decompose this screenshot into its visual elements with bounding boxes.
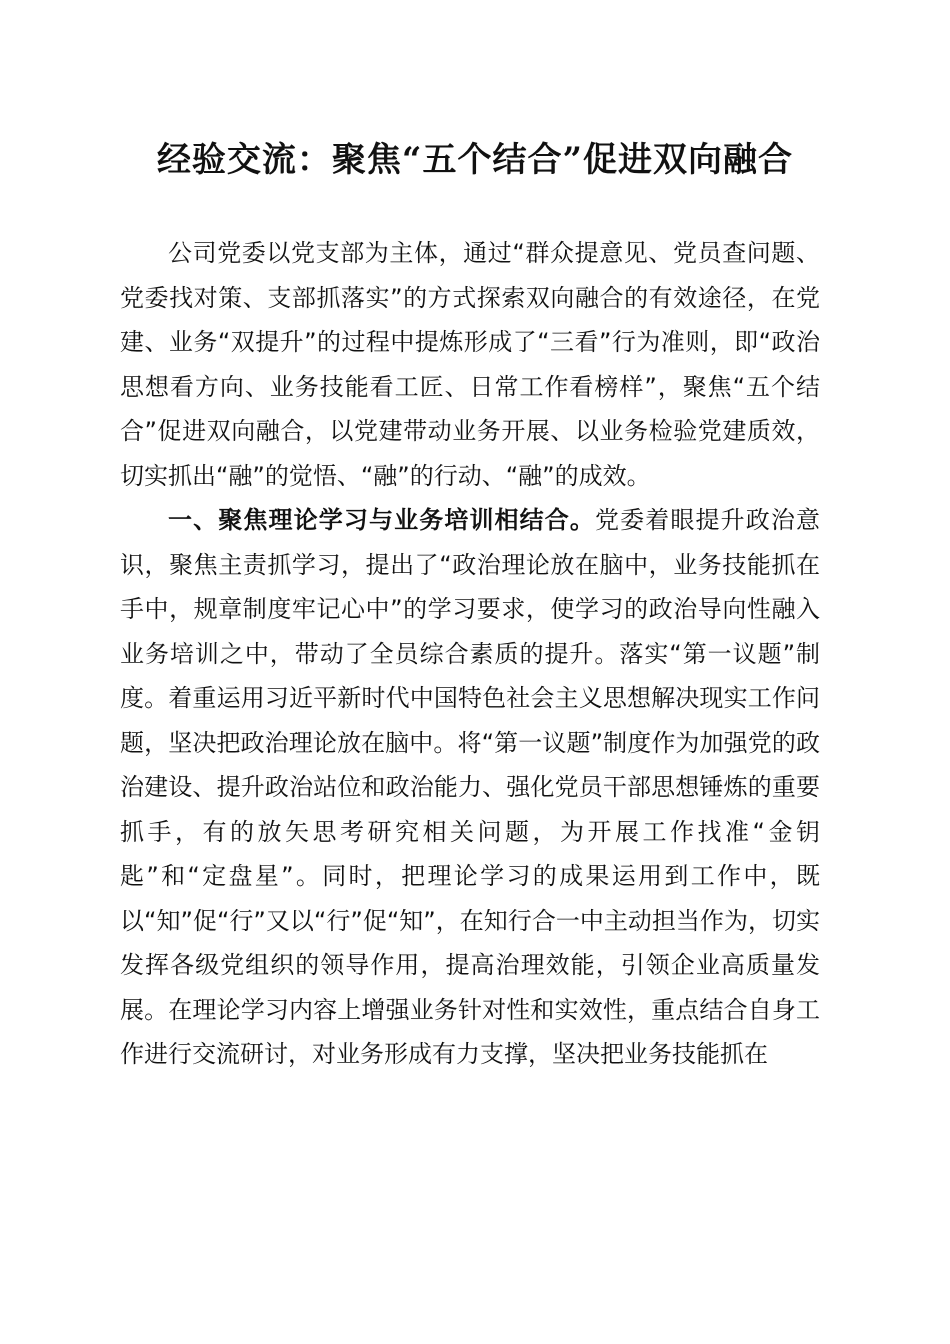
document-body	[120, 231, 820, 1077]
section-one-paragraph	[120, 498, 820, 1077]
intro-paragraph-text: 公司党委以党支部为主体，通过“群众提意见、党员查问题、党委找对策、支部抓落实”的方式探索双向融合的有效途径，在党建、业务“双提升”的过程中提炼形成了“三看”行为准则，即“政治思想看方向、业务技能看工匠、日常工作看榜样”，聚焦“五个结合”促进双向融合，以党建带动业务开展、以业务检验党建质效，切实抓出“融”的觉悟、“融”的行动、“融”的成效。	[120, 239, 820, 490]
intro-paragraph	[120, 231, 820, 498]
section-one-text: 党委着眼提升政治意识，聚焦主责抓学习，提出了“政治理论放在脑中，业务技能抓在手中，规章制度牢记心中”的学习要求，使学习的政治导向性融入业务培训之中，带动了全员综合素质的提升。落实“第一议题”制度。着重运用习近平新时代中国特色社会主义思想解决现实工作问题，坚决把政治理论放在脑中。将“第一议题”制度作为加强党的政治建设、提升政治站位和政治能力、强化党员干部思想锤炼的重要抓手，有的放矢思考研究相关问题，为开展工作找准“金钥匙”和“定盘星”。同时，把理论学习的成果运用到工作中，既以“知”促“行”又以“行”促“知”，在知行合一中主动担当作为，切实发挥各级党组织的领导作用，提高治理效能，引领企业高质量发展。在理论学习内容上增强业务针对性和实效性，重点结合自身工作进行交流研讨，对业务形成有力支撑，坚决把业务技能抓在	[120, 506, 821, 1068]
section-one-heading: 一、聚焦理论学习与业务培训相结合。	[168, 506, 596, 534]
document-title: 经验交流：聚焦“五个结合”促进双向融合	[156, 140, 794, 180]
